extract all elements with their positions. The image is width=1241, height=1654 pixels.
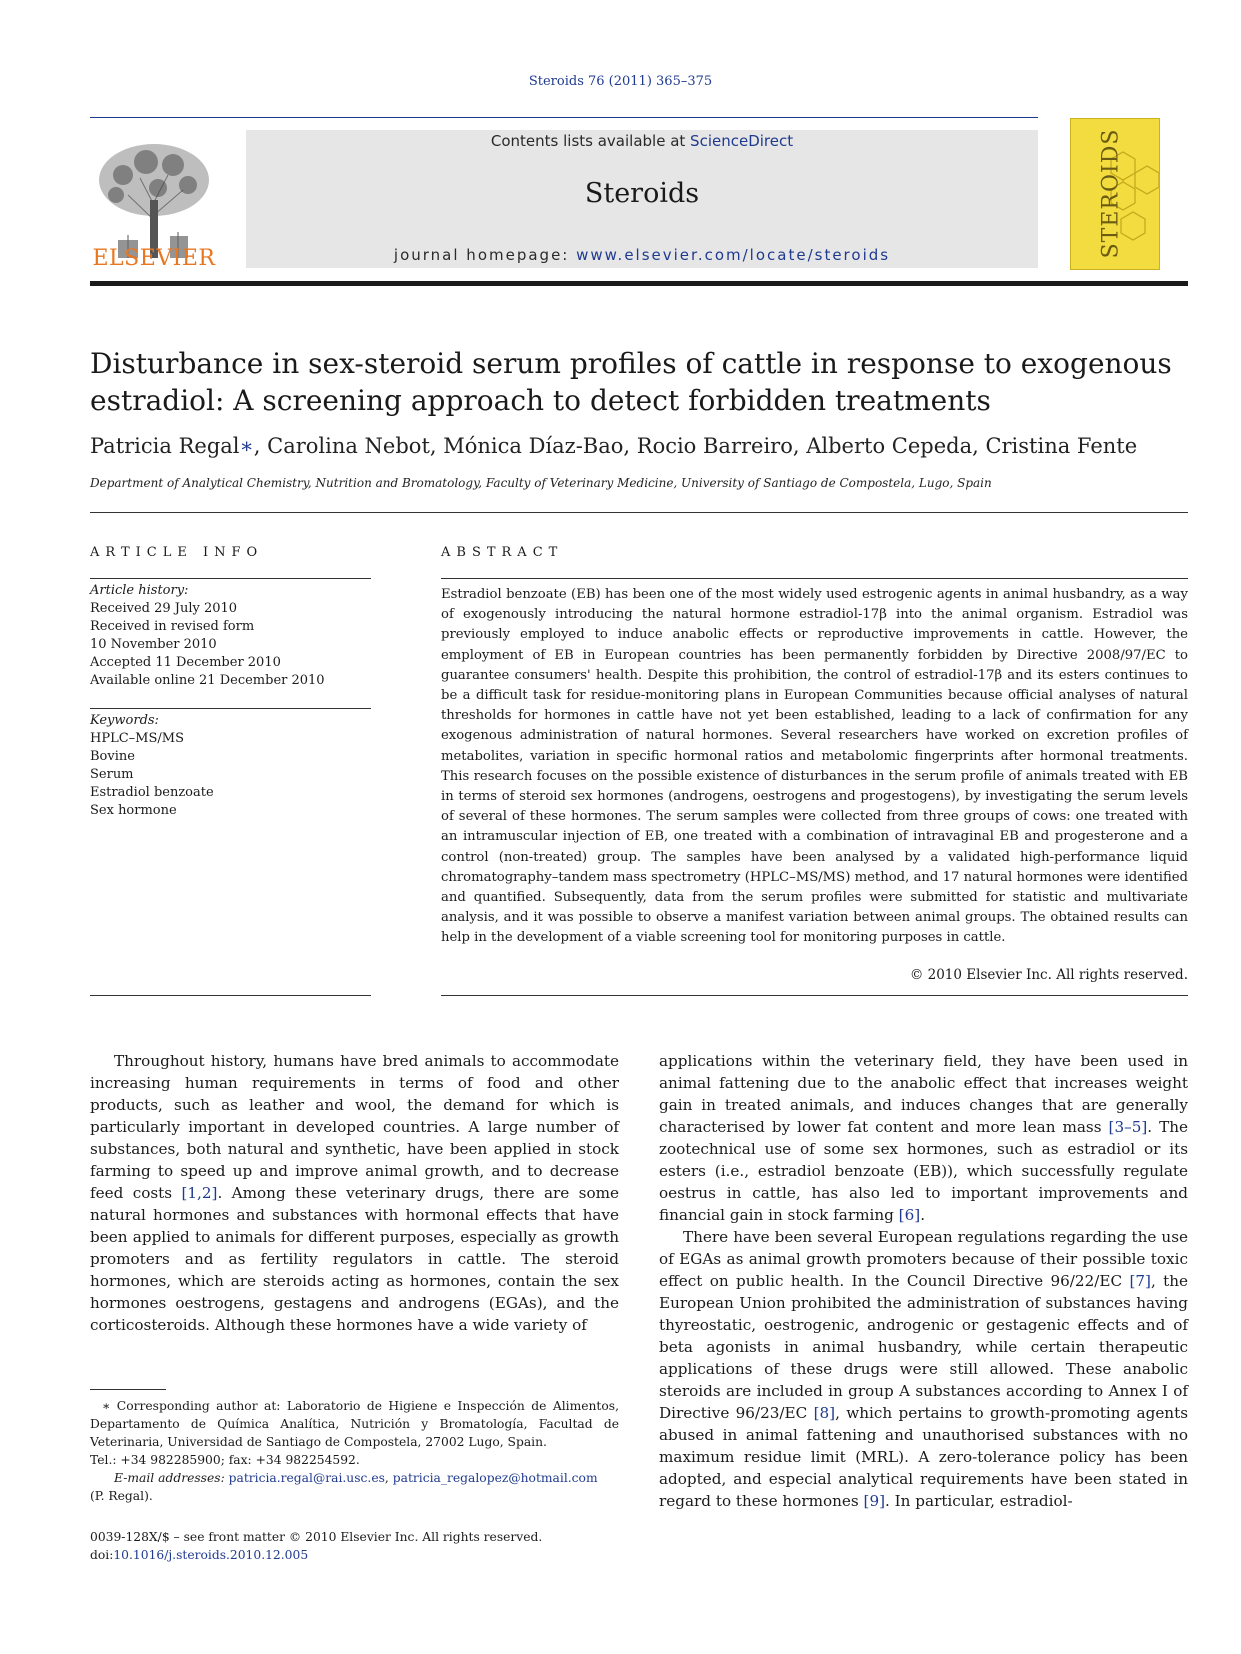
doi-link[interactable]: 10.1016/j.steroids.2010.12.005 [113,1548,309,1562]
reference-link[interactable]: [7] [1129,1272,1151,1290]
abstract-bottom-rule [441,995,1188,996]
footnote-owner: (P. Regal). [90,1489,153,1503]
reference-link[interactable]: [3–5] [1108,1118,1148,1136]
journal-citation[interactable]: Steroids 76 (2011) 365–375 [528,74,713,89]
email-link[interactable]: patricia.regal@rai.usc.es [228,1471,385,1485]
footnote-phone: Tel.: +34 982285900; fax: +34 982254592. [90,1453,360,1467]
first-author[interactable]: Patricia Regal [90,434,240,458]
history-item: Received 29 July 2010 [90,601,238,616]
journal-banner [246,130,1038,268]
paragraph-text: Throughout history, humans have bred animals to accommodate increasing human requirements in terms of food and other products, such as leather and wool, the demand for which is particularly important in developed countries. A large number of substances, both natural and synthetic, have been applied in stock farming to speed up and improve animal growth, and to decrease feed costs [90,1052,619,1202]
abstract-rule [441,578,1188,579]
corresponding-author-footnote [90,1397,619,1505]
keyword: HPLC–MS/MS [90,731,184,746]
reference-link[interactable]: [1,2] [181,1184,218,1202]
body-right-column [659,1050,1188,1512]
keyword: Estradiol benzoate [90,785,214,800]
history-item: Available online 21 December 2010 [90,673,325,688]
keywords [90,712,371,820]
email-label: E-mail addresses: [114,1471,225,1485]
front-matter-meta [90,1528,690,1564]
paragraph-text: . The zootechnical use of some sex hormones, such as estradiol or its esters (i.e., estradiol benzoate (EB)), which successfully regulate oestrus in cattle, has also led to important improvements and financial gain in stock farming [659,1118,1189,1224]
email-link[interactable]: patricia_regalopez@hotmail.com [392,1471,598,1485]
reference-link[interactable]: [6] [898,1206,921,1224]
title-line-1: Disturbance in sex-steroid serum profiles of cattle in response to exogenous [90,347,1172,380]
body-paragraph [659,1050,1188,1226]
footnote-emails [90,1469,619,1487]
article-history [90,582,371,690]
body-paragraph [659,1226,1188,1512]
title-line-2: estradiol: A screening approach to detect forbidden treatments [90,384,991,417]
email-separator: , [384,1471,393,1485]
journal-cover [1070,118,1160,270]
footnote-rule [90,1389,166,1390]
doi-line [90,1546,690,1564]
issn-line: 0039-128X/$ – see front matter © 2010 Elsevier Inc. All rights reserved. [90,1530,543,1544]
history-item: 10 November 2010 [90,637,217,652]
paragraph-text: There have been several European regulations regarding the use of EGAs as animal growth promoters because of their possible toxic effect on public health. In the Council Directive 96/22/EC [659,1228,1188,1290]
abstract-copyright: © 2010 Elsevier Inc. All rights reserved. [909,967,1188,983]
paragraph-text: , the European Union prohibited the administration of substances having thyreostatic, oestrogenic, androgenic or gestagenic effects and of beta agonists in animal husbandry, while certain therapeutic applications of these drugs were still allowed. These anabolic steroids are included in group A substances according to Annex I of Directive 96/23/EC [659,1272,1189,1422]
reference-link[interactable]: [9] [863,1492,886,1510]
footnote-address [90,1397,619,1451]
article-info-rule [90,578,371,579]
body-left-column [90,1050,619,1336]
history-label: Article history: [90,583,189,598]
doi-prefix: doi: [90,1548,114,1562]
paragraph-text: . [920,1206,926,1224]
footnote-marker: ∗ [102,1399,111,1413]
homepage-line [246,246,1038,264]
header-thick-rule [90,281,1188,286]
article-title [90,345,1188,419]
contents-prefix: Contents lists available at [490,132,691,150]
keyword: Sex hormone [90,803,177,818]
elsevier-wordmark: ELSEVIER [92,246,216,271]
abstract-text: Estradiol benzoate (EB) has been one of the most widely used estrogenic agents in animal husbandry, as a way of exogenously introducing the natural hormone estradiol-17β into the animal organism. Estradiol was previously employed to induce anabolic effects or reproductive improvements in cattle. However, the employment of EB in European countries has been permanently forbidden by Directive 2008/97/EC to guarantee consumers' health. Despite this prohibition, the control of estradiol-17β and its esters continues to be a difficult task for residue-monitoring plans in European Communities because official analyses of natural thresholds for hormones in cattle have not yet been established, leading to a lack of confirmation for any exogenous administration of natural hormones. Several researchers have worked on excretion profiles of metabolites, variation in specific hormonal ratios and metabolomic fingerprints after hormonal treatments. This research focuses on the possible existence of disturbances in the serum profile of animals treated with EB in terms of steroid sex hormones (androgens, oestrogens and progestogens), by investigating the serum levels of several of these hormones. The serum samples were collected from three groups of cows: one treated with an intramuscular injection of EB, one treated with a combination of intravaginal EB and progesterone and a control (non-treated) group. The samples have been analysed by a validated high-performance liquid chromatography–tandem mass spectrometry (HPLC–MS/MS) method, and 17 natural hormones were identified and quantified. Subsequently, data from the serum profiles were submitted for statistic and multivariate analysis, and it was possible to observe a manifest variation between animal groups. The obtained results can help in the development of a viable screening tool for monitoring purposes in cattle. [441,587,1188,946]
history-item: Accepted 11 December 2010 [90,655,281,670]
cover-title: STEROIDS [1098,128,1124,259]
abstract-heading: ABSTRACT [441,545,564,560]
paragraph-text: . In particular, estradiol- [885,1492,1073,1510]
author-list [90,434,1188,458]
keyword: Serum [90,767,134,782]
sciencedirect-link[interactable]: ScienceDirect [690,132,794,150]
header-rule [90,117,1038,118]
article-info-bottom-rule [90,995,371,996]
footnote-text: Corresponding author at: Laboratorio de Higiene e Inspección de Alimentos, Departamento de Química Analítica, Nutrición y Bromatología, Facultad de Veterinaria, Universidad de Santiago de Compostela, 27002 Lugo, Spain. [90,1399,619,1449]
affiliation: Department of Analytical Chemistry, Nutrition and Bromatology, Faculty of Veterinary Medicine, University of Santiago de Compostela, Lugo, Spain [90,476,992,490]
history-item: Received in revised form [90,619,255,634]
article-info-heading: ARTICLE INFO [90,545,264,560]
keywords-rule [90,708,371,709]
contents-line [246,132,1038,150]
body-paragraph [90,1050,619,1336]
title-rule [90,512,1188,513]
homepage-link[interactable]: www.elsevier.com/locate/steroids [576,246,891,264]
homepage-prefix: journal homepage: [393,246,577,264]
keywords-label: Keywords: [90,713,159,728]
reference-link[interactable]: [8] [813,1404,836,1422]
journal-name: Steroids [584,178,700,209]
paragraph-text: . Among these veterinary drugs, there are some natural hormones and substances with hormonal effects that have been applied to animals for different purposes, especially as growth promoters and as fertility regulators in cattle. The steroid hormones, which are steroids acting as hormones, contain the sex hormones oestrogens, gestagens and androgens (EGAs), and the corticosteroids. Although these hormones have a wide variety of [90,1184,619,1334]
keyword: Bovine [90,749,135,764]
paragraph-text: applications within the veterinary field, they have been used in animal fattening due to the anabolic effect that increases weight gain in treated animals, and induces changes that are generally characterised by lower fat content and more lean mass [659,1052,1188,1136]
other-authors: , Carolina Nebot, Mónica Díaz-Bao, Rocio Barreiro, Alberto Cepeda, Cristina Fente [253,434,1138,458]
paragraph-text: , which pertains to growth-promoting agents abused in animal fattening and unauthorised substances with no maximum residue limit (MRL). A zero-tolerance policy has been adopted, and especial analytical requirements have been stated in regard to these hormones [659,1404,1188,1510]
corresponding-author-marker[interactable]: ∗ [239,434,254,458]
